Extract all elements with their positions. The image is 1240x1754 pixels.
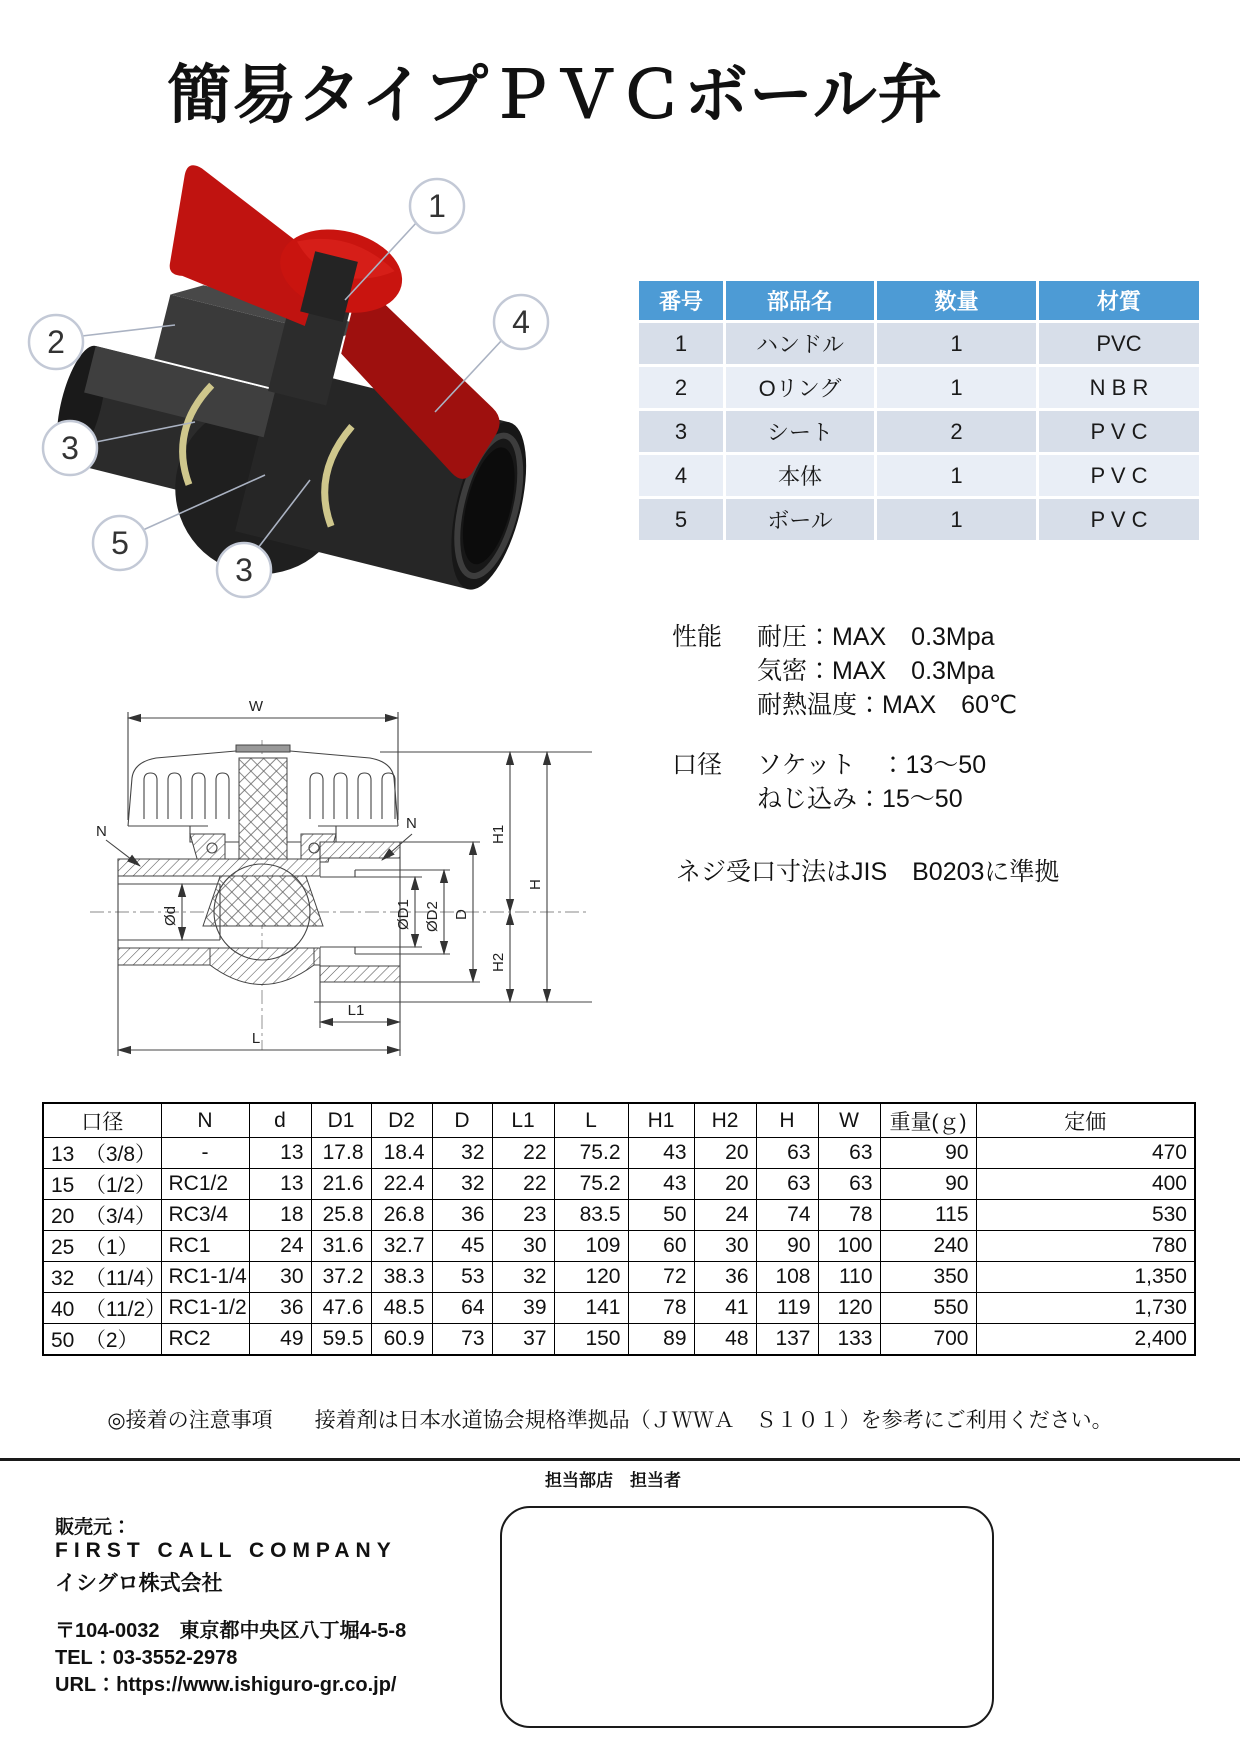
table-cell: 89 xyxy=(628,1324,694,1356)
footer-divider xyxy=(0,1458,1240,1461)
column-header: D xyxy=(432,1103,492,1138)
table-cell: 5 xyxy=(639,499,723,540)
column-header: H xyxy=(756,1103,818,1138)
page-title: 簡易タイプＰＶＣボール弁 xyxy=(167,59,943,131)
table-cell: 73 xyxy=(432,1324,492,1356)
table-cell: 63 xyxy=(818,1138,880,1169)
table-cell: 23 xyxy=(492,1200,554,1231)
dim-label-w: W xyxy=(248,698,264,715)
table-cell: 32.7 xyxy=(371,1231,432,1262)
table-cell: 75.2 xyxy=(554,1138,628,1169)
performance-pressure: 耐圧：MAX 0.3Mpa xyxy=(757,623,995,651)
handler-box xyxy=(500,1506,994,1728)
table-cell: 110 xyxy=(818,1262,880,1293)
column-header: 定価 xyxy=(976,1103,1195,1138)
table-cell: 3 xyxy=(639,411,723,452)
table-cell: 90 xyxy=(880,1138,976,1169)
callout-2 xyxy=(29,315,83,369)
table-cell: 50 xyxy=(628,1200,694,1231)
table-cell: 49 xyxy=(249,1324,311,1356)
table-cell: 1,350 xyxy=(976,1262,1195,1293)
table-row xyxy=(639,411,1199,452)
table-cell: 470 xyxy=(976,1138,1195,1169)
table-cell: 1 xyxy=(877,367,1036,408)
table-cell: P V C xyxy=(1039,455,1199,496)
column-header: 材質 xyxy=(1039,281,1199,320)
callout-5 xyxy=(93,516,147,570)
dim-label-h: H xyxy=(527,879,544,890)
table-cell: 18 xyxy=(249,1200,311,1231)
table-cell: RC3/4 xyxy=(161,1200,249,1231)
dim-label-n-right: N xyxy=(406,815,417,832)
table-cell: ボール xyxy=(726,499,874,540)
table-cell: 24 xyxy=(249,1231,311,1262)
dimensions-table xyxy=(42,1102,1196,1356)
table-cell: 53 xyxy=(432,1262,492,1293)
dimension-drawing xyxy=(60,612,620,1082)
table-cell: Oリング xyxy=(726,367,874,408)
table-cell: 43 xyxy=(628,1138,694,1169)
table-cell: 120 xyxy=(554,1262,628,1293)
column-header: L xyxy=(554,1103,628,1138)
table-cell: 41 xyxy=(694,1293,756,1324)
table-cell: - xyxy=(161,1138,249,1169)
table-cell: 72 xyxy=(628,1262,694,1293)
table-cell: 36 xyxy=(694,1262,756,1293)
table-cell: 22.4 xyxy=(371,1169,432,1200)
table-cell: 25 （1） xyxy=(43,1231,161,1262)
table-cell: 78 xyxy=(628,1293,694,1324)
table-cell: RC1-1/2 xyxy=(161,1293,249,1324)
table-cell: 2,400 xyxy=(976,1324,1195,1356)
table-row xyxy=(43,1231,1195,1262)
table-cell: 108 xyxy=(756,1262,818,1293)
table-cell: RC1/2 xyxy=(161,1169,249,1200)
dim-label-l: L xyxy=(251,1030,261,1047)
table-cell: 141 xyxy=(554,1293,628,1324)
company-url: URL：https://www.ishiguro-gr.co.jp/ xyxy=(55,1674,397,1696)
seller-label: 販売元： xyxy=(55,1517,132,1538)
table-cell: 13 xyxy=(249,1138,311,1169)
table-cell: 63 xyxy=(818,1169,880,1200)
performance-label: 性能 xyxy=(672,623,723,651)
dim-label-d2: ØD2 xyxy=(424,901,441,932)
table-cell: 48 xyxy=(694,1324,756,1356)
callout-3b xyxy=(217,543,271,597)
table-cell: 150 xyxy=(554,1324,628,1356)
table-cell: 1 xyxy=(877,323,1036,364)
bore-screw: ねじ込み：15～50 xyxy=(757,785,963,813)
table-cell: 63 xyxy=(756,1138,818,1169)
table-cell: 26.8 xyxy=(371,1200,432,1231)
column-header: 口径 xyxy=(43,1103,161,1138)
dim-label-n-left: N xyxy=(96,823,107,840)
table-cell: 31.6 xyxy=(311,1231,371,1262)
column-header: 数量 xyxy=(877,281,1036,320)
table-cell: RC2 xyxy=(161,1324,249,1356)
handler-box-label: 担当部店 担当者 xyxy=(545,1471,681,1490)
table-cell: ハンドル xyxy=(726,323,874,364)
table-cell: PVC xyxy=(1039,323,1199,364)
svg-text:1: 1 xyxy=(428,188,446,224)
svg-text:3: 3 xyxy=(235,552,253,588)
table-cell: 59.5 xyxy=(311,1324,371,1356)
dim-label-l1: L1 xyxy=(347,1002,365,1019)
table-cell: 60 xyxy=(628,1231,694,1262)
stem-section xyxy=(190,758,336,926)
table-cell: 780 xyxy=(976,1231,1195,1262)
table-cell: 24 xyxy=(694,1200,756,1231)
column-header: D2 xyxy=(371,1103,432,1138)
table-cell: 22 xyxy=(492,1169,554,1200)
table-cell: 350 xyxy=(880,1262,976,1293)
table-cell: 550 xyxy=(880,1293,976,1324)
table-cell: 100 xyxy=(818,1231,880,1262)
table-cell: N B R xyxy=(1039,367,1199,408)
table-row xyxy=(43,1169,1195,1200)
performance-airtight: 気密：MAX 0.3Mpa xyxy=(757,657,995,685)
table-cell: 60.9 xyxy=(371,1324,432,1356)
table-cell: 22 xyxy=(492,1138,554,1169)
column-header: 部品名 xyxy=(726,281,874,320)
bore-socket: ソケット ：13～50 xyxy=(757,751,987,779)
table-cell: 47.6 xyxy=(311,1293,371,1324)
table-cell: 64 xyxy=(432,1293,492,1324)
table-cell: RC1-1/4 xyxy=(161,1262,249,1293)
table-cell: 37.2 xyxy=(311,1262,371,1293)
table-cell: RC1 xyxy=(161,1231,249,1262)
table-cell: 1 xyxy=(877,455,1036,496)
table-cell: P V C xyxy=(1039,411,1199,452)
table-cell: 15 （1/2） xyxy=(43,1169,161,1200)
parts-table xyxy=(636,278,1202,543)
dim-label-h2: H2 xyxy=(490,952,507,972)
parts-table-header-row xyxy=(639,281,1199,320)
column-header: d xyxy=(249,1103,311,1138)
table-cell: 本体 xyxy=(726,455,874,496)
table-cell: 30 xyxy=(249,1262,311,1293)
table-cell: 43 xyxy=(628,1169,694,1200)
table-cell: 18.4 xyxy=(371,1138,432,1169)
company-name-jp: イシグロ株式会社 xyxy=(55,1572,223,1595)
company-tel: TEL：03-3552-2978 xyxy=(55,1647,238,1669)
performance-heat: 耐熱温度：MAX 60℃ xyxy=(757,691,1018,719)
table-cell: 109 xyxy=(554,1231,628,1262)
table-cell: 700 xyxy=(880,1324,976,1356)
svg-text:4: 4 xyxy=(512,304,530,340)
table-row xyxy=(43,1262,1195,1293)
table-cell: 119 xyxy=(756,1293,818,1324)
table-cell: 63 xyxy=(756,1169,818,1200)
table-cell: 36 xyxy=(249,1293,311,1324)
table-cell: 400 xyxy=(976,1169,1195,1200)
column-header: H2 xyxy=(694,1103,756,1138)
table-cell: 32 xyxy=(432,1138,492,1169)
svg-text:5: 5 xyxy=(111,525,129,561)
column-header: H1 xyxy=(628,1103,694,1138)
table-row xyxy=(639,499,1199,540)
table-cell: 4 xyxy=(639,455,723,496)
table-row xyxy=(43,1200,1195,1231)
table-cell: 32 xyxy=(492,1262,554,1293)
table-cell: 25.8 xyxy=(311,1200,371,1231)
dim-label-d1: ØD1 xyxy=(395,899,412,930)
company-address: 〒104-0032 東京都中央区八丁堀4-5-8 xyxy=(55,1620,407,1642)
dim-label-h1: H1 xyxy=(490,824,507,844)
column-header: 重量(ｇ) xyxy=(880,1103,976,1138)
column-header: N xyxy=(161,1103,249,1138)
svg-text:3: 3 xyxy=(61,430,79,466)
table-cell: 78 xyxy=(818,1200,880,1231)
table-cell: 32 xyxy=(432,1169,492,1200)
table-cell: 75.2 xyxy=(554,1169,628,1200)
table-cell: 32 （11/4） xyxy=(43,1262,161,1293)
table-row xyxy=(43,1138,1195,1169)
company-name-en: FIRST CALL COMPANY xyxy=(55,1539,397,1562)
table-cell: 2 xyxy=(877,411,1036,452)
callout-4 xyxy=(494,295,548,349)
column-header: D1 xyxy=(311,1103,371,1138)
jis-note: ネジ受口寸法はJIS B0203に準拠 xyxy=(676,858,1060,886)
table-cell: 530 xyxy=(976,1200,1195,1231)
table-cell: 20 xyxy=(694,1169,756,1200)
table-cell: 90 xyxy=(880,1169,976,1200)
table-cell: 133 xyxy=(818,1324,880,1356)
table-cell: 90 xyxy=(756,1231,818,1262)
table-cell: 30 xyxy=(492,1231,554,1262)
table-cell: 38.3 xyxy=(371,1262,432,1293)
dim-table-header-row xyxy=(43,1103,1195,1138)
table-cell: 45 xyxy=(432,1231,492,1262)
table-cell: 13 xyxy=(249,1169,311,1200)
table-cell: 120 xyxy=(818,1293,880,1324)
table-cell: 137 xyxy=(756,1324,818,1356)
table-cell: 20 （3/4） xyxy=(43,1200,161,1231)
table-cell: 2 xyxy=(639,367,723,408)
table-cell: 115 xyxy=(880,1200,976,1231)
callout-1 xyxy=(410,179,464,233)
column-header: W xyxy=(818,1103,880,1138)
adhesive-note: ◎接着の注意事項 接着剤は日本水道協会規格準拠品（ＪＷＷＡ Ｓ１０１）を参考にご利用ください。 xyxy=(107,1409,1113,1432)
table-cell: 83.5 xyxy=(554,1200,628,1231)
table-cell: 20 xyxy=(694,1138,756,1169)
callout-3 xyxy=(43,421,97,475)
column-header: 番号 xyxy=(639,281,723,320)
table-cell: 17.8 xyxy=(311,1138,371,1169)
table-cell: 74 xyxy=(756,1200,818,1231)
table-cell: 48.5 xyxy=(371,1293,432,1324)
table-cell: 240 xyxy=(880,1231,976,1262)
dim-label-d: D xyxy=(453,909,470,920)
table-cell: 50 （2） xyxy=(43,1324,161,1356)
table-row xyxy=(639,455,1199,496)
table-cell: 1,730 xyxy=(976,1293,1195,1324)
column-header: L1 xyxy=(492,1103,554,1138)
valve-3d-illustration xyxy=(15,160,565,605)
table-cell: 39 xyxy=(492,1293,554,1324)
table-cell: 21.6 xyxy=(311,1169,371,1200)
table-cell: 1 xyxy=(639,323,723,364)
table-cell: 1 xyxy=(877,499,1036,540)
table-cell: 37 xyxy=(492,1324,554,1356)
svg-text:2: 2 xyxy=(47,324,65,360)
table-row xyxy=(639,367,1199,408)
table-cell: 13 （3/8） xyxy=(43,1138,161,1169)
table-cell: P V C xyxy=(1039,499,1199,540)
table-row xyxy=(43,1324,1195,1356)
table-cell: 40 （11/2） xyxy=(43,1293,161,1324)
table-cell: 36 xyxy=(432,1200,492,1231)
table-row xyxy=(43,1293,1195,1324)
dim-label-d-small: Ød xyxy=(162,905,179,926)
bore-label: 口径 xyxy=(672,751,723,779)
table-cell: 30 xyxy=(694,1231,756,1262)
table-row xyxy=(639,323,1199,364)
table-cell: シート xyxy=(726,411,874,452)
